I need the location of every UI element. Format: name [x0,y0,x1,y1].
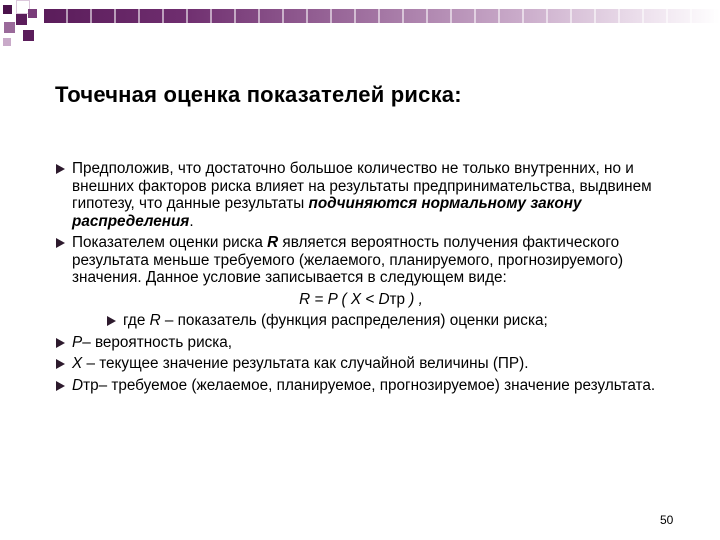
decor-square [16,14,27,25]
bullet-arrow-icon [56,238,65,248]
bullet-arrow-icon [56,359,65,369]
bullet-arrow-icon [56,381,65,391]
variable-r: R [267,234,279,251]
bullet-item: Показателем оценки риска R является вероятность получения фактического результата меньше требуемого (желаемого, планируемого, прогнозируемого) значения. Данное условие записывается в следующем виде: [56,234,666,287]
formula: R = P ( X < Dтр ) , [299,290,423,308]
bullet-item: Предположив, что достаточно большое количество не только внутренних, но и внешних факторов риска влияет на результаты предпринимательства, выдвинем гипотезу, что данные результаты подчиняются нормальному закону распределения. [56,160,666,230]
decor-square [23,30,34,41]
bullet-arrow-icon [107,316,116,326]
bullet-arrow-icon [56,338,65,348]
decor-square [3,38,11,46]
decor-square [3,5,12,14]
decor-square [28,9,37,18]
header-gradient-strip [44,9,720,23]
bullet-item: P– вероятность риска, [56,334,666,352]
emphasis-text: подчиняются нормальному закону распределения [72,195,582,230]
sub-bullet-item: где R – показатель (функция распределения) оценки риска; [56,312,666,330]
slide-content [56,160,666,398]
decor-square [4,22,15,33]
slide-title: Точечная оценка показателей риска: [55,82,462,107]
bullet-item: X – текущее значение результата как случайной величины (ПР). [56,355,666,373]
bullet-item: Dтр– требуемое (желаемое, планируемое, прогнозируемое) значение результата. [56,377,666,395]
bullet-arrow-icon [56,164,65,174]
page-number: 50 [660,513,674,527]
